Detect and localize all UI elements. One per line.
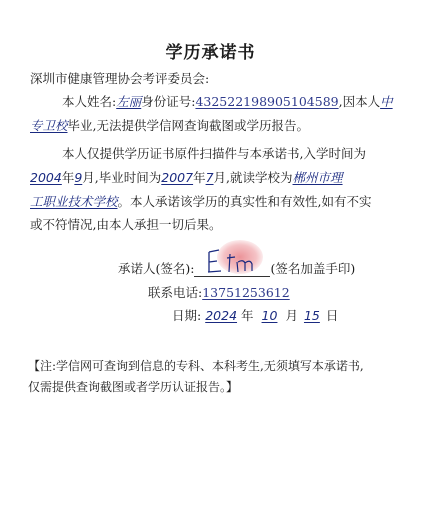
start-year: 2004 [30, 170, 62, 185]
end-month: 7 [205, 170, 214, 185]
signature-hint: (签名加盖手印) [270, 261, 356, 276]
document-title: 学历承诺书 [165, 43, 256, 63]
name-label: 本人姓名: [62, 94, 117, 109]
month-char: 月 [285, 308, 298, 323]
date-row [172, 308, 338, 324]
phone-label: 联系电话: [148, 285, 203, 300]
phone-row [148, 285, 290, 301]
reason-text: ,因本人 [338, 94, 381, 109]
end-year: 2007 [161, 170, 194, 185]
note-line2: 仅需提供查询截图或者学历认证报告。】 [28, 380, 239, 394]
signature-line [194, 262, 270, 277]
id-number: 432522198905104589 [195, 94, 339, 109]
note-line1: 【注:学信网可查询到信息的专科、本科考生,无须填写本承诺书, [28, 359, 364, 373]
year-label-2: 年 [193, 170, 206, 185]
year-label: 年 [61, 170, 75, 185]
year-char: 年 [241, 308, 254, 323]
date-year: 2024 [205, 308, 238, 323]
date-day: 15 [303, 308, 320, 323]
start-month: 9 [74, 170, 83, 185]
month-label: 月,毕业时间为 [82, 170, 162, 185]
day-char: 日 [325, 308, 339, 323]
para2-line4: 或不符情况,由本人承担一切后果。 [30, 217, 222, 232]
phone-number: 13751253612 [202, 285, 290, 300]
id-label: 身份证号: [141, 94, 196, 109]
para1-line1 [62, 94, 393, 110]
para1-line2 [30, 118, 309, 134]
school-name-part1: 郴州市理 [292, 170, 343, 185]
para2-line3 [30, 194, 372, 210]
addressee: 深圳市健康管理协会考评委员会: [30, 71, 210, 86]
para2-line1: 本人仅提供学历证书原件扫描件与本承诺书,入学时间为 [62, 146, 366, 161]
date-month: 10 [261, 308, 278, 323]
para2-rest: 。本人承诺该学历的真实性和有效性,如有不实 [117, 194, 372, 209]
school-type-end: 专卫校 [30, 118, 68, 133]
signer-label: 承诺人(签名): [118, 261, 195, 276]
name-value: 左丽 [116, 94, 142, 109]
school-type-start: 中 [380, 94, 393, 109]
school-label: 月,就读学校为 [213, 170, 293, 185]
para2-line2 [30, 170, 343, 186]
school-name-part2: 工职业技术学校 [30, 194, 118, 209]
para1-rest: 毕业,无法提供学信网查询截图或学历报告。 [67, 118, 309, 133]
date-label: 日期: [172, 308, 202, 323]
signer-row [118, 261, 355, 277]
